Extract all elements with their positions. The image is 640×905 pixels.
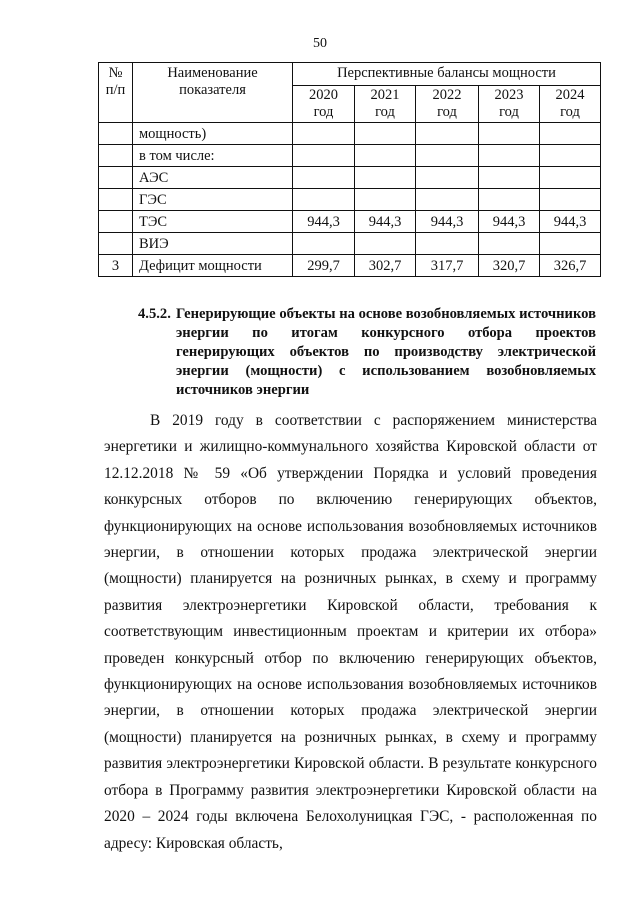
section-number: 4.5.2.: [138, 306, 171, 322]
cell-value: [293, 167, 355, 189]
table-row: [99, 167, 601, 189]
header-year: 2024 год: [540, 86, 601, 123]
cell-value: [355, 167, 416, 189]
cell-value: 944,3: [416, 211, 479, 233]
cell-value: [479, 233, 540, 255]
table-row: [99, 145, 601, 167]
body-paragraph: В 2019 году в соответствии с распоряжением министерства энергетики и жилищно-коммунального хозяйства Кировской области от 12.12.2018 № 59 «Об утверждении Порядка и условий проведения конкурсных отборов по включению генерирующих объектов, функционирующих на основе использования возобновляемых источников энергии, в отношении которых продажа электрической энергии (мощности) планируется на розничных рынках, в схему и программу развития электроэнергетики Кировской области, требования к соответствующим инвестиционным проектам и критерии их отбора» проведен конкурсный отбор по включению генерирующих объектов, функционирующих на основе использования возобновляемых источников энергии, в отношении которых продажа электрической энергии (мощности) планируется на розничных рынках, в схему и программу развития электроэнергетики Кировской области. В результате конкурсного отбора в Программу развития электроэнергетики Кировской области на 2020 – 2024 годы включена Белохолуницкая ГЭС, - расположенная по адресу: Кировская область,: [104, 412, 597, 852]
cell-value: [293, 123, 355, 145]
table-row: [99, 211, 601, 233]
cell-value: 317,7: [416, 255, 479, 277]
row-name: в том числе:: [133, 145, 293, 167]
cell-value: [416, 123, 479, 145]
row-number: [99, 211, 133, 233]
header-year: 2023 год: [479, 86, 540, 123]
row-number: [99, 123, 133, 145]
cell-value: [540, 233, 601, 255]
row-number: [99, 167, 133, 189]
cell-value: [540, 123, 601, 145]
cell-value: [355, 145, 416, 167]
header-year: 2020 год: [293, 86, 355, 123]
cell-value: [540, 167, 601, 189]
cell-value: [540, 145, 601, 167]
table-row: [99, 123, 601, 145]
page-number: 50: [313, 36, 327, 51]
cell-value: 320,7: [479, 255, 540, 277]
row-number: 3: [99, 255, 133, 277]
row-name: АЭС: [133, 167, 293, 189]
cell-value: [479, 123, 540, 145]
row-name: ВИЭ: [133, 233, 293, 255]
section-heading: [138, 305, 596, 400]
cell-value: [355, 123, 416, 145]
cell-value: [479, 145, 540, 167]
cell-value: [479, 167, 540, 189]
header-col-number: № п/п: [99, 63, 133, 123]
cell-value: [293, 233, 355, 255]
header-year: 2021 год: [355, 86, 416, 123]
cell-value: 326,7: [540, 255, 601, 277]
cell-value: [416, 145, 479, 167]
cell-value: [293, 189, 355, 211]
row-number: [99, 233, 133, 255]
row-name: Дефицит мощности: [133, 255, 293, 277]
cell-value: 299,7: [293, 255, 355, 277]
header-col-name: Наименование показателя: [133, 63, 293, 123]
cell-value: [479, 189, 540, 211]
cell-value: [355, 189, 416, 211]
cell-value: 944,3: [355, 211, 416, 233]
cell-value: 302,7: [355, 255, 416, 277]
cell-value: [416, 189, 479, 211]
cell-value: [416, 233, 479, 255]
cell-value: 944,3: [293, 211, 355, 233]
row-name: ГЭС: [133, 189, 293, 211]
cell-value: 944,3: [479, 211, 540, 233]
table-row: [99, 255, 601, 277]
power-balance-table: [98, 62, 601, 277]
cell-value: [540, 189, 601, 211]
row-number: [99, 145, 133, 167]
table-row: [99, 189, 601, 211]
cell-value: [355, 233, 416, 255]
section-title: Генерирующие объекты на основе возобновляемых источников энергии по итогам конкурсного отбора проектов генерирующих объектов по производству электрической энергии (мощности) с использованием возобновляемых источников энергии: [176, 306, 596, 398]
cell-value: [416, 167, 479, 189]
header-year: 2022 год: [416, 86, 479, 123]
table-row: [99, 233, 601, 255]
cell-value: [293, 145, 355, 167]
row-number: [99, 189, 133, 211]
cell-value: 944,3: [540, 211, 601, 233]
row-name: ТЭС: [133, 211, 293, 233]
row-name: мощность): [133, 123, 293, 145]
header-group: Перспективные балансы мощности: [293, 63, 601, 86]
